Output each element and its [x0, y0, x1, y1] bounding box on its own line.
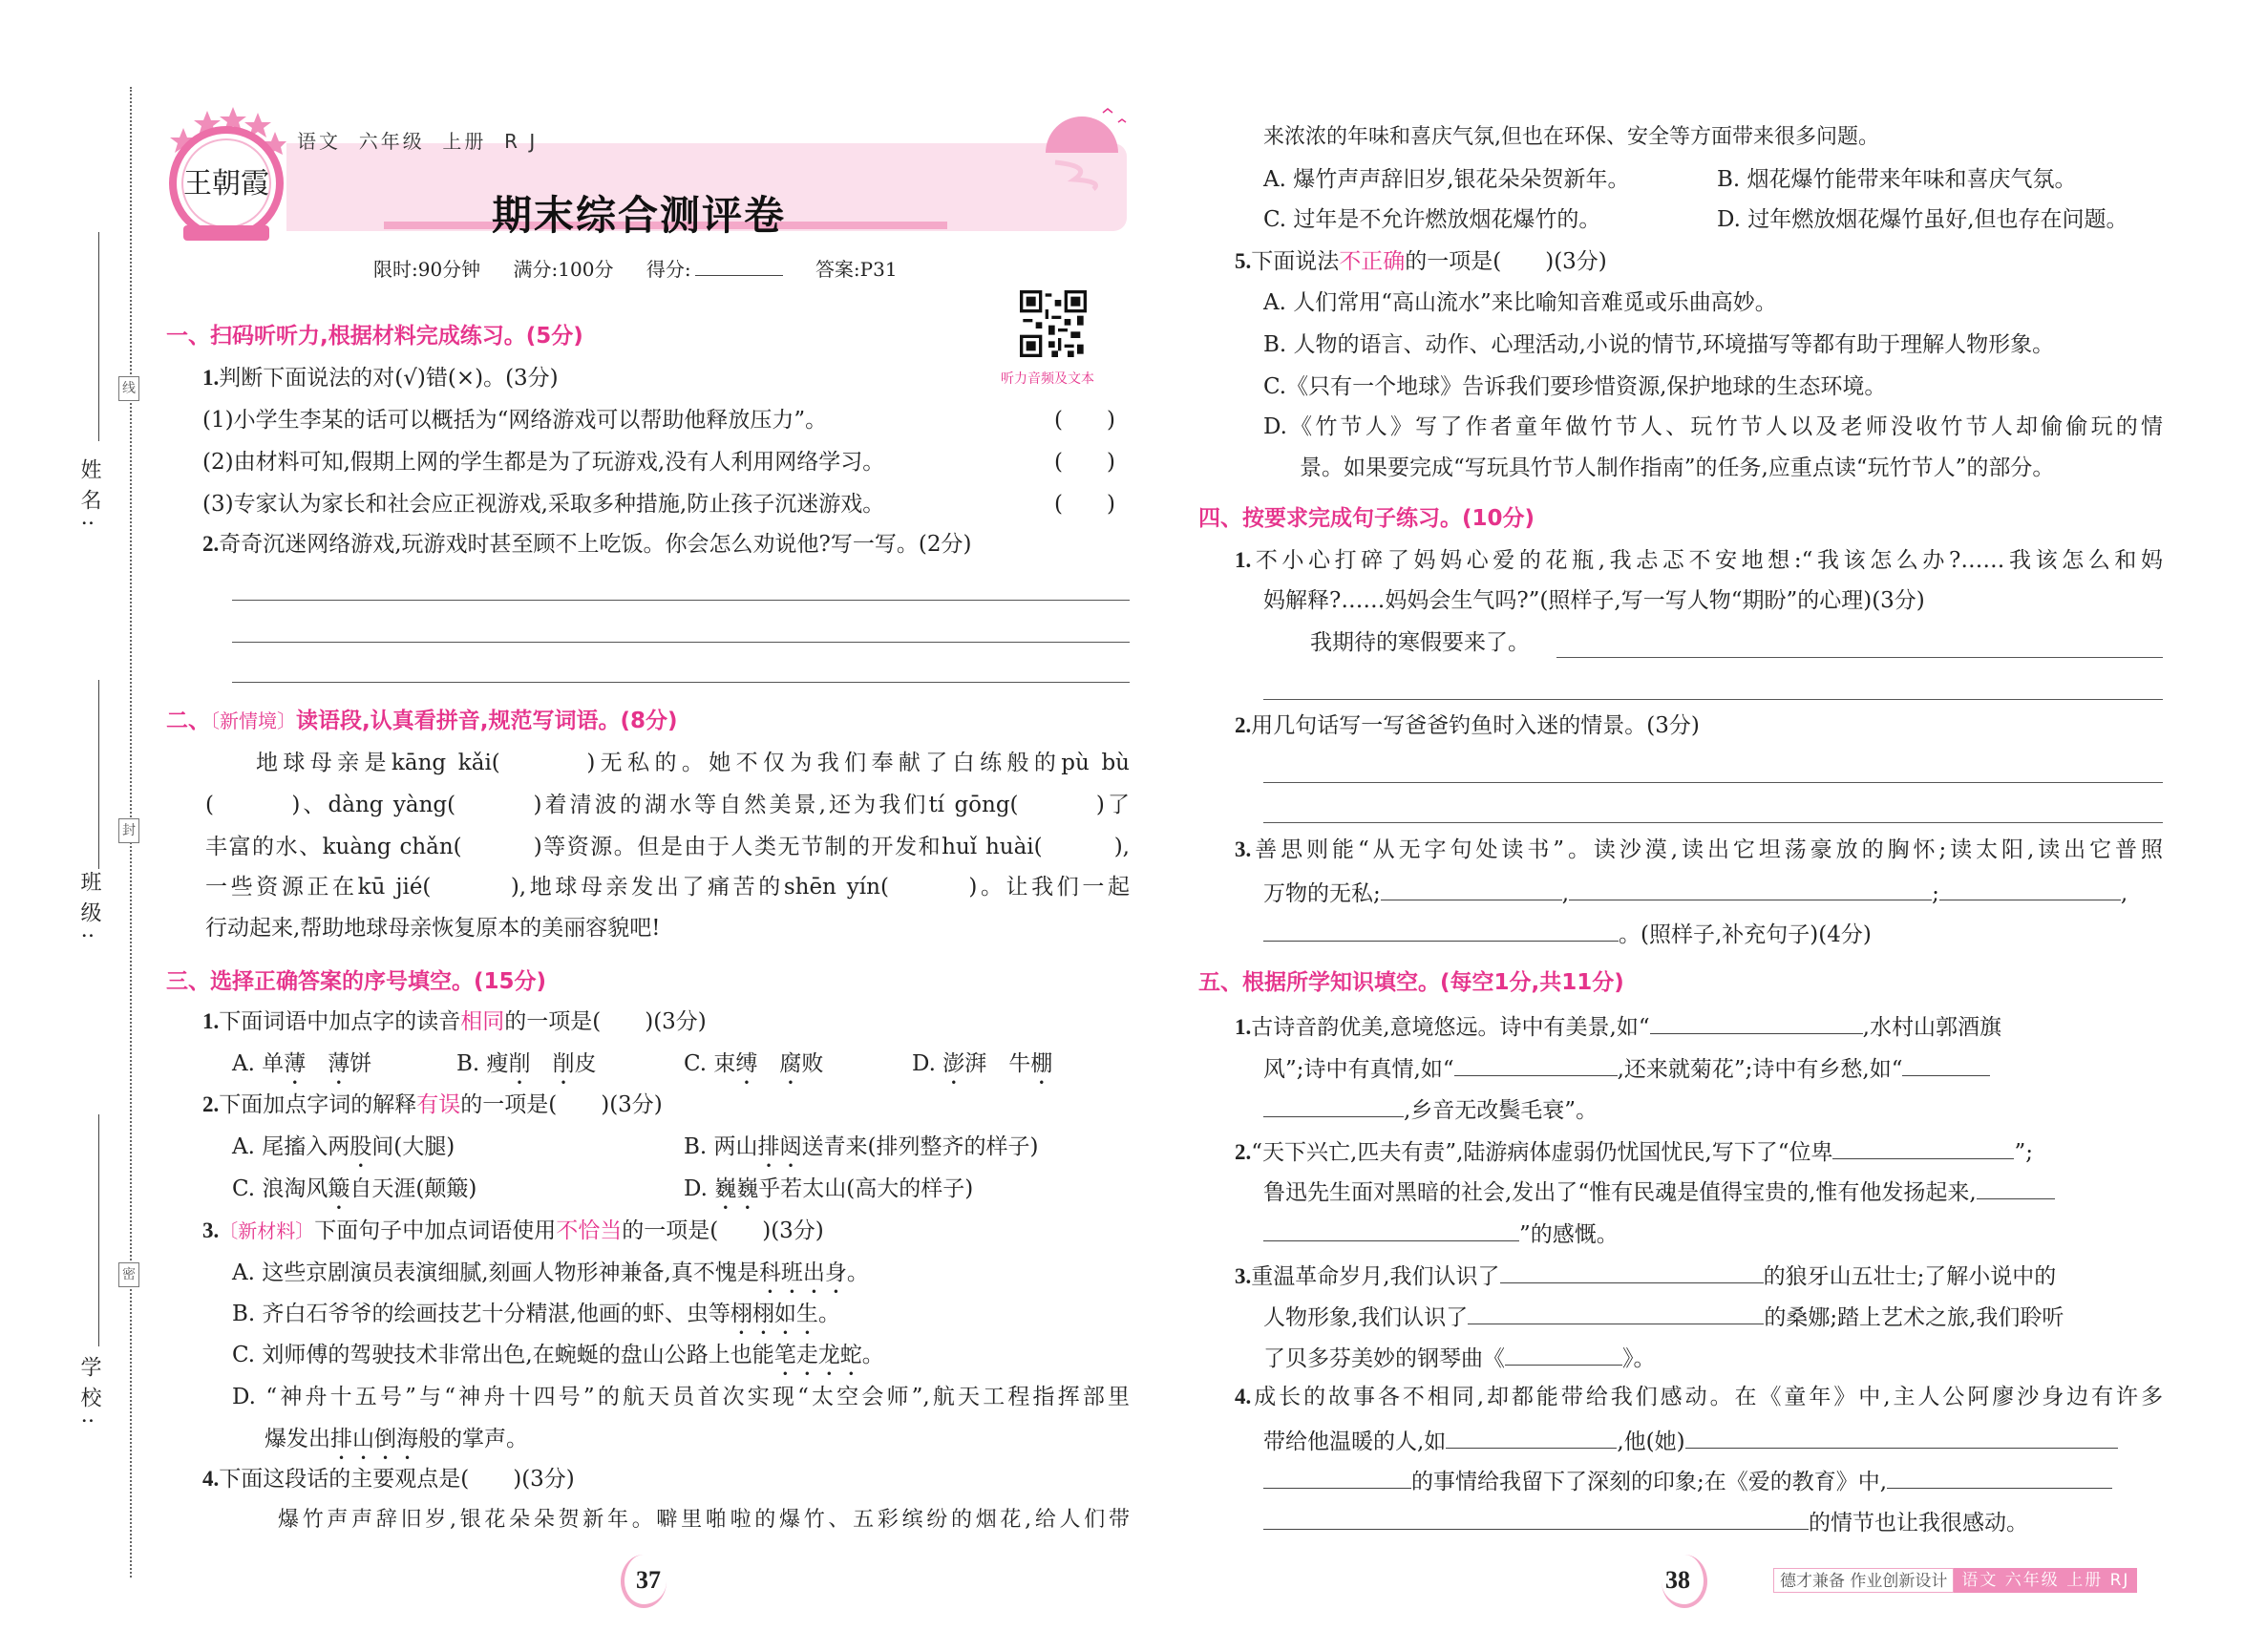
s1-question-1 — [202, 364, 559, 392]
s3-question-4 — [202, 1465, 575, 1493]
text-segment: C. 束 — [684, 1051, 736, 1076]
s5-question-3 — [1235, 1260, 2056, 1291]
answer-line[interactable] — [232, 682, 1130, 683]
option-d-continued: 景。如果要完成“写玩具竹节人制作指南”的任务,应重点读“玩竹节人”的部分。 — [1300, 455, 2055, 480]
option-d: D.《竹节人》写了作者童年做竹节人、玩竹节人以及老师没收竹节人却偷偷玩的情 — [1263, 414, 2163, 439]
text-segment: 的狼牙山五壮士;了解小说中的 — [1763, 1264, 2057, 1289]
answer-line[interactable] — [1556, 657, 2163, 658]
qr-code-icon[interactable] — [1020, 289, 1087, 358]
option-a — [232, 1133, 455, 1173]
text-segment: 饼 — [349, 1051, 372, 1076]
text-segment: , — [1561, 881, 1570, 906]
example-sentence: 我期待的寒假要来了。 — [1310, 630, 1530, 655]
score-field[interactable] — [695, 256, 783, 276]
s5-question-1 — [1235, 1010, 2001, 1042]
answer-line[interactable] — [1263, 822, 2163, 823]
section-2-heading — [166, 707, 678, 735]
question-text: 下面加点字词的解释 — [219, 1092, 417, 1117]
emphasized-text: 簸 — [328, 1176, 350, 1201]
question-text: 下面说法 — [1251, 249, 1340, 274]
section-1-heading: 一、扫码听听力,根据材料完成练习。(5分) — [166, 324, 583, 349]
text-segment: 万物的无私; — [1263, 881, 1381, 906]
question-number: 2. — [202, 532, 220, 556]
question-text: 判断下面说法的对(√)错(×)。(3分) — [219, 366, 559, 391]
passage-line: 丰富的水、kuàng chǎn( )等资源。但是由于人类无节制的开发和huǐ huài( ), — [205, 835, 1130, 859]
emphasized-text: 削 — [508, 1051, 531, 1076]
option-a — [232, 1049, 371, 1090]
answer-line[interactable] — [232, 600, 1130, 601]
text-segment: 重温革命岁月,我们认识了 — [1251, 1264, 1500, 1289]
text-segment: 间(大腿) — [371, 1134, 455, 1159]
class-label: 班级: — [77, 871, 101, 949]
fill-blank[interactable] — [1902, 1052, 1990, 1076]
emphasized-text: 股 — [349, 1134, 372, 1159]
fill-blank[interactable] — [1977, 1175, 2055, 1199]
emphasized-text: 澎 — [942, 1051, 965, 1076]
text-segment: 古诗音韵优美,意境悠远。诗中有美景,如“ — [1251, 1015, 1650, 1040]
question-number: 4. — [202, 1467, 220, 1491]
text-segment: 的桑娜;踏上艺术之旅,我们聆听 — [1764, 1305, 2064, 1330]
question-text: 的一项是( )(3分) — [460, 1092, 663, 1117]
fill-blank[interactable] — [1263, 1506, 1809, 1530]
fill-blank[interactable] — [1832, 1135, 2014, 1159]
new-context-tag: 〔新情境〕 — [210, 710, 296, 732]
fill-blank[interactable] — [1887, 1465, 2112, 1489]
brand-name: 王朝霞 — [183, 167, 269, 201]
s5-question-2 — [1235, 1135, 2033, 1167]
page-number-left: 37 — [636, 1566, 661, 1594]
option-c — [232, 1175, 476, 1215]
subject-grade-label: 语文 六年级 上册 R J — [297, 130, 539, 153]
sun-decoration-icon — [1036, 105, 1132, 191]
emphasized-text: 薄 — [328, 1051, 350, 1076]
text-segment: “天下兴亡,匹夫有责”,陆游病体虚弱仍忧国忧民,写下了“位卑 — [1251, 1140, 1833, 1165]
key-term: 不恰当 — [556, 1218, 623, 1243]
text-segment: 自天涯(颠簸) — [349, 1176, 477, 1201]
passage-line: ( )、dàng yàng( )着清波的湖水等自然美景,还为我们tí gōng( )了 — [205, 793, 1130, 817]
seal-seal-mark: 封 — [118, 818, 139, 843]
key-term: 不正确 — [1339, 249, 1406, 274]
emphasized-text: 栩栩如生 — [730, 1302, 818, 1326]
text-segment: 3. — [1235, 1264, 1252, 1288]
question-number: 3. — [202, 1218, 220, 1242]
option-c — [684, 1049, 823, 1090]
fill-blank[interactable] — [1263, 1218, 1519, 1241]
emphasized-text: 缚 — [735, 1051, 758, 1076]
option-d: D. “神舟十五号”与“神舟十四号”的航天员首次实现“太空会师”,航天工程指挥部里 — [232, 1385, 1130, 1409]
fill-blank[interactable] — [1381, 877, 1562, 900]
option-d: D. 过年燃放烟花爆竹虽好,但也存在问题。 — [1717, 207, 2128, 232]
new-material-tag: 〔新材料〕 — [219, 1219, 315, 1242]
text-segment: 。 — [846, 1260, 869, 1285]
fill-blank[interactable] — [1446, 1425, 1617, 1449]
question-text: 的一项是( )(3分) — [622, 1218, 824, 1243]
answer-paren-2[interactable]: ( ) — [1054, 450, 1115, 475]
option-c — [232, 1341, 884, 1381]
footer-badge — [1773, 1568, 2137, 1593]
text-segment: C. 刘师傅的驾驶技术非常出色,在蜿蜒的盘山公路上也能 — [232, 1343, 774, 1367]
s5-question-4-line3 — [1263, 1465, 2112, 1496]
question-number: 2. — [1235, 713, 1252, 737]
question-text: 奇奇沉迷网络游戏,玩游戏时甚至顾不上吃饭。你会怎么劝说他?写一写。(2分) — [219, 532, 972, 557]
school-label: 学校: — [77, 1356, 101, 1434]
text-segment: A. 尾搐入两 — [232, 1134, 350, 1159]
text-segment: ; — [1932, 881, 1939, 906]
text-segment: 成长的故事各不相同,却都能带给我们感动。在《童年》中,主人公阿廖沙身边有许多 — [1251, 1385, 2163, 1409]
question-number: 1. — [1235, 548, 1252, 572]
text-segment: ,水村山郭酒旗 — [1862, 1015, 2001, 1040]
option-c: C.《只有一个地球》告诉我们要珍惜资源,保护地球的生态环境。 — [1263, 374, 1887, 399]
page-title: 期末综合测评卷 — [492, 192, 787, 239]
score-label: 得分: — [646, 258, 691, 281]
passage-line: 一些资源正在kū jié( ),地球母亲发出了痛苦的shēn yín( )。让我们一起 — [205, 875, 1130, 900]
fill-blank[interactable] — [1505, 1342, 1622, 1366]
s5-question-1-line3 — [1263, 1093, 1598, 1125]
s5-question-1-line2 — [1263, 1052, 1990, 1084]
s5-question-4-line4 — [1263, 1506, 2028, 1537]
passage-line: 地球母亲是kāng kǎi( )无私的。她不仅为我们奉献了白练般的pù bù — [256, 751, 1130, 775]
text-segment: ,乡音无改鬓毛衰”。 — [1404, 1098, 1598, 1123]
question-text: 的一项是( )(3分) — [504, 1009, 707, 1034]
question-text: 的一项是( )(3分) — [1405, 249, 1607, 274]
option-d — [912, 1049, 1052, 1090]
answer-line[interactable] — [1263, 782, 2163, 783]
text-segment: 2. — [1235, 1140, 1252, 1164]
s4-question-3-blanks — [1263, 877, 2128, 908]
fill-blank[interactable] — [1650, 1010, 1863, 1034]
emphasized-text: 腐 — [779, 1051, 802, 1076]
s3-question-2 — [202, 1091, 663, 1119]
fill-blank[interactable] — [1263, 1465, 1411, 1489]
option-c: C. 过年是不允许燃放烟花爆竹的。 — [1263, 207, 1601, 232]
s5-question-2-line3 — [1263, 1218, 1619, 1249]
s4-question-3-end — [1263, 918, 1872, 949]
text-segment: D. — [912, 1051, 943, 1076]
full-score: 满分:100分 — [513, 258, 614, 281]
s1-item-3: (3)专家认为家长和社会应正视游戏,采取多种措施,防止孩子沉迷游戏。 — [202, 492, 885, 517]
q4-passage-continued: 来浓浓的年味和喜庆气氛,但也在环保、安全等方面带来很多问题。 — [1263, 125, 1879, 149]
emphasized-text: 科班出身 — [758, 1260, 847, 1285]
question-number: 5. — [1235, 249, 1252, 273]
section-4-heading: 四、按要求完成句子练习。(10分) — [1198, 506, 1535, 531]
s3-question-3 — [202, 1217, 824, 1245]
emphasized-text: 排山倒海 — [330, 1427, 418, 1451]
text-segment: 湃 牛 — [964, 1051, 1031, 1076]
text-segment: D. — [684, 1176, 715, 1201]
option-b — [684, 1133, 1038, 1173]
s5-question-4 — [1235, 1383, 2163, 1411]
name-label: 姓名: — [77, 458, 101, 537]
text-segment: 败 — [801, 1051, 824, 1076]
question-text: 下面这段话的主要观点是( )(3分) — [219, 1467, 575, 1492]
s4-question-1-cont: 妈解释?……妈妈会生气吗?”(照样子,写一写人物“期盼”的心理)(3分) — [1263, 588, 1925, 613]
text-segment — [306, 1051, 328, 1076]
text-segment: 般的掌声。 — [418, 1427, 528, 1451]
series-name: 德才兼备 作业创新设计 — [1773, 1568, 1954, 1593]
question-text: 不小心打碎了妈妈心爱的花瓶,我忐忑不安地想:“我该怎么办?……我该怎么和妈 — [1251, 548, 2163, 573]
option-a: A. 人们常用“高山流水”来比喻知音难觅或乐曲高妙。 — [1263, 290, 1777, 315]
question-number: 2. — [202, 1092, 220, 1116]
question-number: 3. — [1235, 837, 1252, 861]
text-segment: C. 浪淘风 — [232, 1176, 328, 1201]
text-segment: ,还来就菊花”;诗中有乡愁,如“ — [1617, 1057, 1903, 1082]
fill-blank[interactable] — [1500, 1260, 1764, 1283]
text-segment: 。 — [861, 1343, 884, 1367]
emphasized-text: 棚 — [1030, 1051, 1053, 1076]
name-field-line[interactable] — [98, 232, 99, 441]
fill-blank[interactable] — [1939, 877, 2121, 900]
seal-line-mark: 线 — [118, 376, 139, 401]
text-segment: 的情节也让我很感动。 — [1809, 1511, 2028, 1536]
answer-paren-1[interactable]: ( ) — [1054, 408, 1115, 433]
answer-page-ref: 答案:P31 — [815, 258, 898, 281]
option-b: B. 人物的语言、动作、心理活动,小说的情节,环境描写等都有助于理解人物形象。 — [1263, 332, 2055, 357]
seal-secret-mark: 密 — [118, 1262, 139, 1287]
qr-caption: 听力音频及文本 — [1001, 371, 1094, 387]
answer-paren-3[interactable]: ( ) — [1054, 492, 1115, 517]
s5-question-2-line2 — [1263, 1175, 2055, 1207]
emphasized-text: 巍巍 — [714, 1176, 759, 1201]
text-segment: 。 — [817, 1302, 840, 1326]
text-segment: A. 这些京剧演员表演细腻,刻画人物形神兼备,真不愧是 — [232, 1260, 759, 1285]
text-segment: 了贝多芬美妙的钢琴曲《 — [1263, 1346, 1505, 1371]
text-segment: 乎若太山(高大的样子) — [758, 1176, 974, 1201]
question-number: 1. — [202, 1009, 220, 1033]
fill-blank[interactable] — [1468, 1301, 1764, 1324]
text-segment: , — [2120, 881, 2128, 906]
option-d-continued — [265, 1425, 528, 1465]
heading-text: 读语段,认真看拼音,规范写词语。(8分) — [296, 709, 678, 733]
heading-prefix: 二、 — [166, 709, 210, 733]
exam-info — [373, 254, 924, 282]
section-3-heading: 三、选择正确答案的序号填空。(15分) — [166, 969, 547, 994]
fill-blank[interactable] — [1454, 1052, 1618, 1076]
option-a: A. 爆竹声声辞旧岁,银花朵朵贺新年。 — [1263, 167, 1630, 192]
s1-item-2: (2)由材料可知,假期上网的学生都是为了玩游戏,没有人利用网络学习。 — [202, 450, 885, 475]
text-segment: 4. — [1235, 1385, 1252, 1408]
s4-question-1 — [1235, 546, 2163, 575]
text-segment: ”; — [2014, 1140, 2033, 1165]
text-segment — [531, 1051, 553, 1076]
s1-question-2 — [202, 530, 971, 559]
text-segment: 鲁迅先生面对黑暗的社会,发出了“惟有民魂是值得宝贵的,惟有他发扬起来, — [1263, 1180, 1977, 1205]
text-segment: 1. — [1235, 1015, 1252, 1039]
text-segment: 人物形象,我们认识了 — [1263, 1305, 1469, 1330]
emphasized-text: 削 — [552, 1051, 575, 1076]
fill-blank[interactable] — [1263, 1093, 1404, 1117]
s5-question-3-line3 — [1263, 1342, 1656, 1373]
text-segment: 爆发出 — [265, 1427, 330, 1451]
question-text: 用几句话写一写爸爸钓鱼时入迷的情景。(3分) — [1251, 713, 1700, 738]
school-field-line[interactable] — [98, 1114, 99, 1346]
question-text: 下面词语中加点字的读音 — [219, 1009, 461, 1034]
text-segment: 带给他温暖的人,如 — [1263, 1430, 1447, 1454]
text-segment: 皮 — [574, 1051, 597, 1076]
text-segment: B. 瘦 — [456, 1051, 509, 1076]
text-segment: B. 齐白石爷爷的绘画技艺十分精湛,他画的虾、虫等 — [232, 1302, 730, 1326]
s3-question-1 — [202, 1007, 707, 1036]
text-segment: 送青来(排列整齐的样子) — [801, 1134, 1039, 1159]
text-segment: 风”;诗中有真情,如“ — [1263, 1057, 1454, 1082]
section-5-heading: 五、根据所学知识填空。(每空1分,共11分) — [1198, 970, 1624, 995]
s3-question-5 — [1235, 247, 1607, 276]
emphasized-text: 排闼 — [757, 1134, 802, 1159]
key-term: 相同 — [460, 1009, 505, 1034]
emphasized-text: 笔走龙蛇 — [773, 1343, 862, 1367]
answer-line[interactable] — [1263, 699, 2163, 700]
text-segment — [757, 1051, 779, 1076]
option-d — [684, 1175, 973, 1215]
question-text: 善思则能“从无字句处读书”。读沙漠,读出它坦荡豪放的胸怀;读太阳,读出它普照 — [1251, 837, 2163, 862]
option-b — [456, 1049, 597, 1090]
fill-blank[interactable] — [1569, 877, 1932, 900]
book-info: 语文 六年级 上册 RJ — [1954, 1568, 2137, 1593]
text-segment: 。(照样子,补充句子)(4分) — [1619, 922, 1872, 947]
brand-logo — [164, 99, 288, 252]
s1-item-1: (1)小学生李某的话可以概括为“网络游戏可以帮助他释放压力”。 — [202, 408, 828, 433]
s4-question-3 — [1235, 836, 2163, 864]
s4-question-2 — [1235, 711, 1700, 740]
option-b — [232, 1300, 840, 1340]
text-segment: ,他(她) — [1617, 1430, 1685, 1454]
question-number: 1. — [202, 366, 220, 390]
text-segment: 》。 — [1622, 1346, 1656, 1371]
fill-blank[interactable] — [1685, 1425, 2118, 1449]
class-field-line[interactable] — [98, 680, 99, 869]
text-segment: 的事情给我留下了深刻的印象;在《爱的教育》中, — [1411, 1470, 1888, 1494]
text-segment: A. 单 — [232, 1051, 285, 1076]
text-segment: B. 两山 — [684, 1134, 758, 1159]
q4-passage: 爆竹声声辞旧岁,银花朵朵贺新年。噼里啪啦的爆竹、五彩缤纷的烟花,给人们带 — [278, 1508, 1130, 1532]
passage-line: 行动起来,帮助地球母亲恢复原本的美丽容貌吧! — [205, 916, 661, 941]
answer-line[interactable] — [232, 642, 1130, 643]
text-segment: ”的感慨。 — [1519, 1222, 1619, 1247]
time-limit: 限时:90分钟 — [373, 258, 481, 281]
option-a — [232, 1259, 869, 1299]
s5-question-3-line2 — [1263, 1301, 2064, 1332]
emphasized-text: 薄 — [284, 1051, 307, 1076]
s5-question-4-line2 — [1263, 1425, 2118, 1456]
page-number-right: 38 — [1665, 1566, 1690, 1594]
option-b: B. 烟花爆竹能带来年味和喜庆气氛。 — [1717, 167, 2077, 192]
key-term: 有误 — [416, 1092, 461, 1117]
question-text: 下面句子中加点词语使用 — [314, 1218, 557, 1243]
fill-blank[interactable] — [1263, 918, 1619, 942]
